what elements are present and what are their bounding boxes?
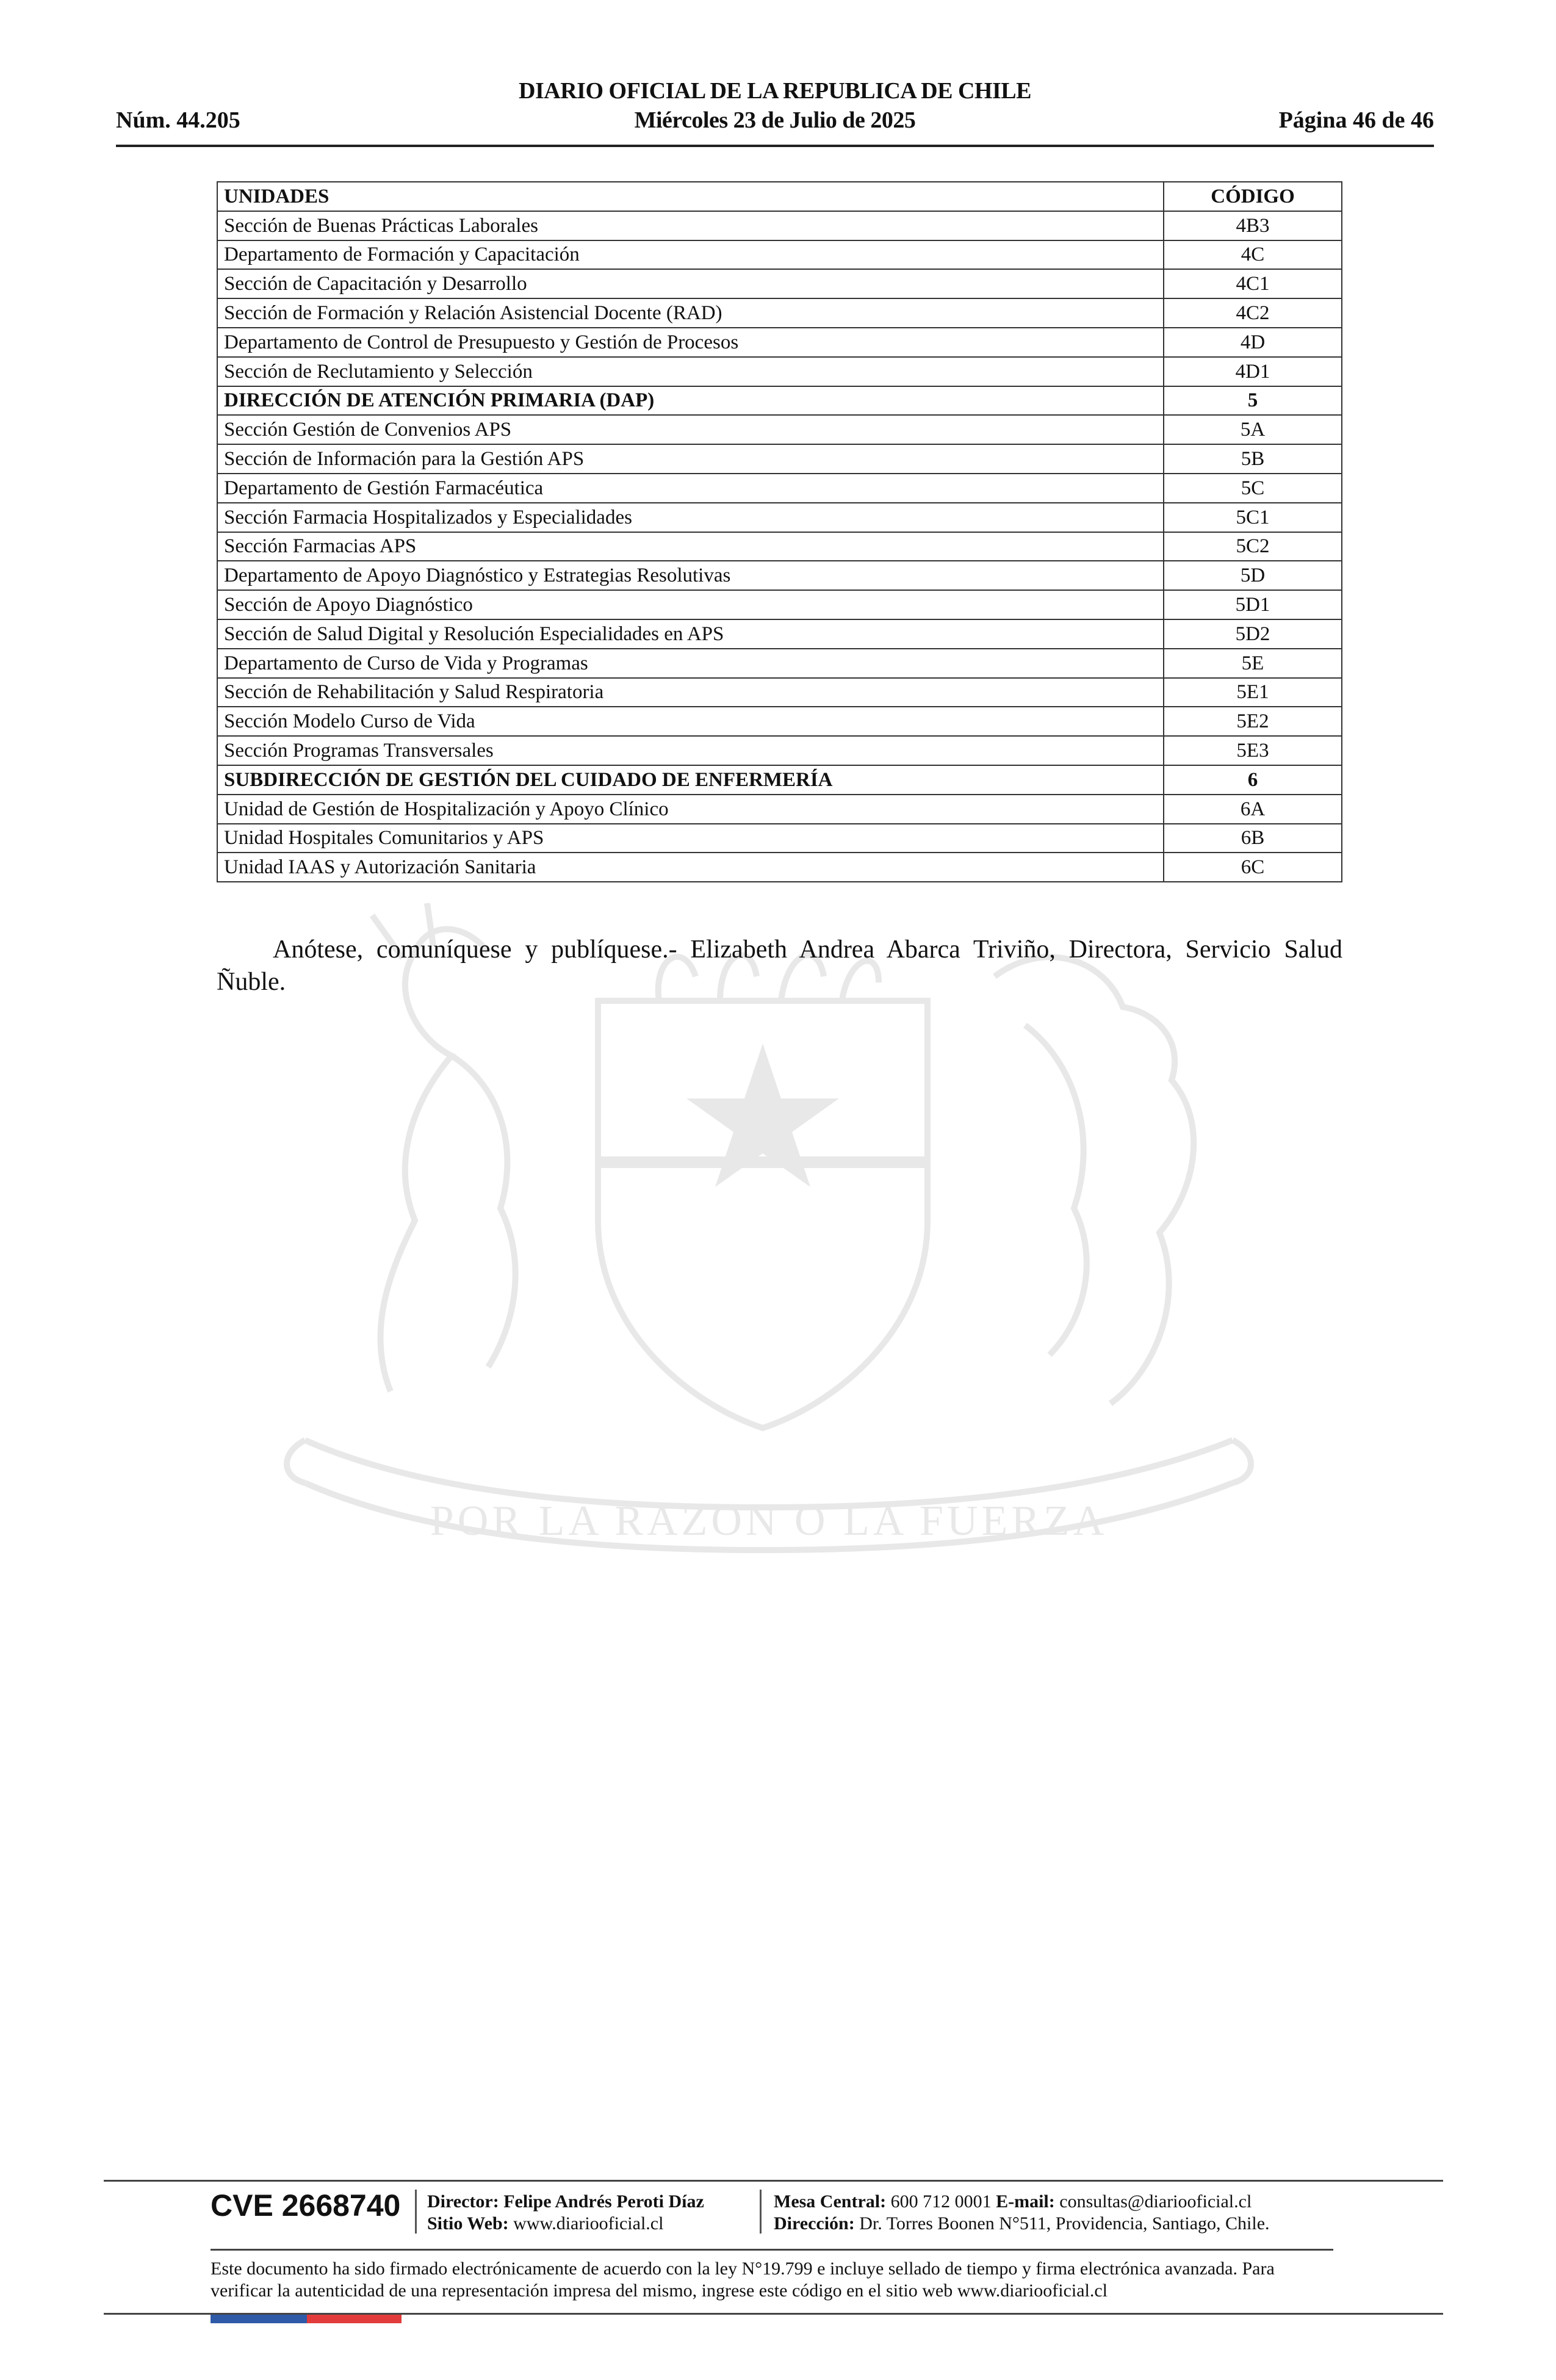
table-row <box>217 678 1342 707</box>
unit-name-cell: Sección Farmacia Hospitalizados y Especialidades <box>217 503 1164 532</box>
table-row <box>217 415 1342 444</box>
watermark-motto: POR LA RAZON O LA FUERZA <box>430 1498 1108 1545</box>
footer-contact-block <box>774 2191 1270 2235</box>
footer-divider-top <box>104 2180 1443 2182</box>
page-header <box>116 76 1434 147</box>
mesa-phone: 600 712 0001 <box>890 2191 992 2212</box>
website-link[interactable]: www.diariooficial.cl <box>513 2213 664 2234</box>
table-row <box>217 357 1342 386</box>
address-label: Dirección: <box>774 2213 855 2234</box>
unit-code-cell: 5E <box>1164 649 1342 678</box>
unit-name-cell: Sección Modelo Curso de Vida <box>217 707 1164 736</box>
mesa-label: Mesa Central: <box>774 2191 887 2212</box>
table-row <box>217 328 1342 357</box>
units-table-body <box>217 211 1342 882</box>
unit-code-cell: 5B <box>1164 444 1342 474</box>
unit-code-cell: 5C <box>1164 474 1342 503</box>
footer-separator <box>760 2190 762 2234</box>
unit-code-cell: 4B3 <box>1164 211 1342 240</box>
unit-code-cell: 5A <box>1164 415 1342 444</box>
email-label: E-mail: <box>996 2191 1055 2212</box>
unit-name-cell: Departamento de Gestión Farmacéutica <box>217 474 1164 503</box>
unit-code-cell: 5E1 <box>1164 678 1342 707</box>
unit-name-cell: DIRECCIÓN DE ATENCIÓN PRIMARIA (DAP) <box>217 386 1164 416</box>
unit-name-cell: Unidad IAAS y Autorización Sanitaria <box>217 853 1164 882</box>
legal-notice: Este documento ha sido firmado electrónicamente de acuerdo con la ley N°19.799 e incluye sellado de tiempo y firma electrónica avanzada. Para verificar la autenticidad de una representación impresa del mismo, ingrese este código en el sitio web www.diariooficial.cl <box>211 2259 1275 2301</box>
unit-code-cell: 5D1 <box>1164 590 1342 619</box>
unit-code-cell: 6C <box>1164 853 1342 882</box>
director-name: Felipe Andrés Peroti Díaz <box>503 2191 704 2212</box>
table-row <box>217 474 1342 503</box>
table-row <box>217 503 1342 532</box>
table-row <box>217 386 1342 416</box>
unit-code-cell: 4C <box>1164 240 1342 270</box>
unit-name-cell: Departamento de Curso de Vida y Programas <box>217 649 1164 678</box>
table-row <box>217 532 1342 561</box>
unit-name-cell: Unidad Hospitales Comunitarios y APS <box>217 824 1164 853</box>
table-row <box>217 211 1342 240</box>
unit-name-cell: Sección de Información para la Gestión APS <box>217 444 1164 474</box>
table-row <box>217 269 1342 298</box>
unit-code-cell: 4D1 <box>1164 357 1342 386</box>
unit-code-cell: 5E2 <box>1164 707 1342 736</box>
website-label: Sitio Web: <box>427 2213 509 2234</box>
cve-code: CVE 2668740 <box>211 2188 401 2223</box>
unit-name-cell: Departamento de Control de Presupuesto y Gestión de Procesos <box>217 328 1164 357</box>
unit-name-cell: Sección Farmacias APS <box>217 532 1164 561</box>
unit-code-cell: 6B <box>1164 824 1342 853</box>
issue-date: Miércoles 23 de Julio de 2025 <box>634 107 916 133</box>
page-number: Página 46 de 46 <box>1278 107 1434 133</box>
unit-name-cell: Sección de Salud Digital y Resolución Especialidades en APS <box>217 619 1164 649</box>
unit-name-cell: Sección de Rehabilitación y Salud Respiratoria <box>217 678 1164 707</box>
unit-name-cell: Departamento de Apoyo Diagnóstico y Estrategias Resolutivas <box>217 561 1164 590</box>
footer-divider-middle <box>211 2249 1333 2251</box>
unit-code-cell: 5 <box>1164 386 1342 416</box>
email-link[interactable]: consultas@diariooficial.cl <box>1059 2191 1252 2212</box>
table-row <box>217 590 1342 619</box>
table-row <box>217 853 1342 882</box>
units-table <box>217 181 1342 882</box>
unit-name-cell: Departamento de Formación y Capacitación <box>217 240 1164 270</box>
footer-director-block <box>427 2191 704 2235</box>
table-row <box>217 736 1342 765</box>
unit-code-cell: 5D <box>1164 561 1342 590</box>
column-header-code: CÓDIGO <box>1164 182 1342 211</box>
unit-code-cell: 5E3 <box>1164 736 1342 765</box>
unit-name-cell: Sección de Apoyo Diagnóstico <box>217 590 1164 619</box>
gazette-title: DIARIO OFICIAL DE LA REPUBLICA DE CHILE <box>519 78 1031 104</box>
unit-code-cell: 4C2 <box>1164 298 1342 328</box>
table-row <box>217 444 1342 474</box>
unit-code-cell: 6 <box>1164 765 1342 795</box>
table-row <box>217 649 1342 678</box>
closing-paragraph: Anótese, comuníquese y publíquese.- Elizabeth Andrea Abarca Triviño, Directora, Servicio Salud Ñuble. <box>217 936 1342 996</box>
flag-bar-red <box>307 2315 402 2323</box>
unit-name-cell: Unidad de Gestión de Hospitalización y Apoyo Clínico <box>217 795 1164 824</box>
table-row <box>217 765 1342 795</box>
table-row <box>217 561 1342 590</box>
table-row <box>217 795 1342 824</box>
unit-code-cell: 5C2 <box>1164 532 1342 561</box>
table-row <box>217 707 1342 736</box>
unit-name-cell: SUBDIRECCIÓN DE GESTIÓN DEL CUIDADO DE ENFERMERÍA <box>217 765 1164 795</box>
unit-name-cell: Sección Programas Transversales <box>217 736 1164 765</box>
unit-code-cell: 5D2 <box>1164 619 1342 649</box>
unit-name-cell: Sección de Buenas Prácticas Laborales <box>217 211 1164 240</box>
unit-code-cell: 4D <box>1164 328 1342 357</box>
unit-name-cell: Sección de Reclutamiento y Selección <box>217 357 1164 386</box>
unit-code-cell: 6A <box>1164 795 1342 824</box>
director-label: Director: <box>427 2191 499 2212</box>
unit-name-cell: Sección de Formación y Relación Asistencial Docente (RAD) <box>217 298 1164 328</box>
column-header-units: UNIDADES <box>217 182 1164 211</box>
gazette-masthead <box>116 76 1434 135</box>
footer-separator <box>415 2190 417 2234</box>
flag-bar-blue <box>211 2315 307 2323</box>
unit-code-cell: 5C1 <box>1164 503 1342 532</box>
table-row <box>217 619 1342 649</box>
address-text: Dr. Torres Boonen N°511, Providencia, Santiago, Chile. <box>859 2213 1270 2234</box>
table-row <box>217 824 1342 853</box>
unit-name-cell: Sección Gestión de Convenios APS <box>217 415 1164 444</box>
issue-number: Núm. 44.205 <box>116 107 240 133</box>
unit-name-cell: Sección de Capacitación y Desarrollo <box>217 269 1164 298</box>
table-header-row <box>217 182 1342 211</box>
unit-code-cell: 4C1 <box>1164 269 1342 298</box>
table-row <box>217 240 1342 270</box>
coat-of-arms-watermark-icon <box>232 903 1306 1599</box>
table-row <box>217 298 1342 328</box>
